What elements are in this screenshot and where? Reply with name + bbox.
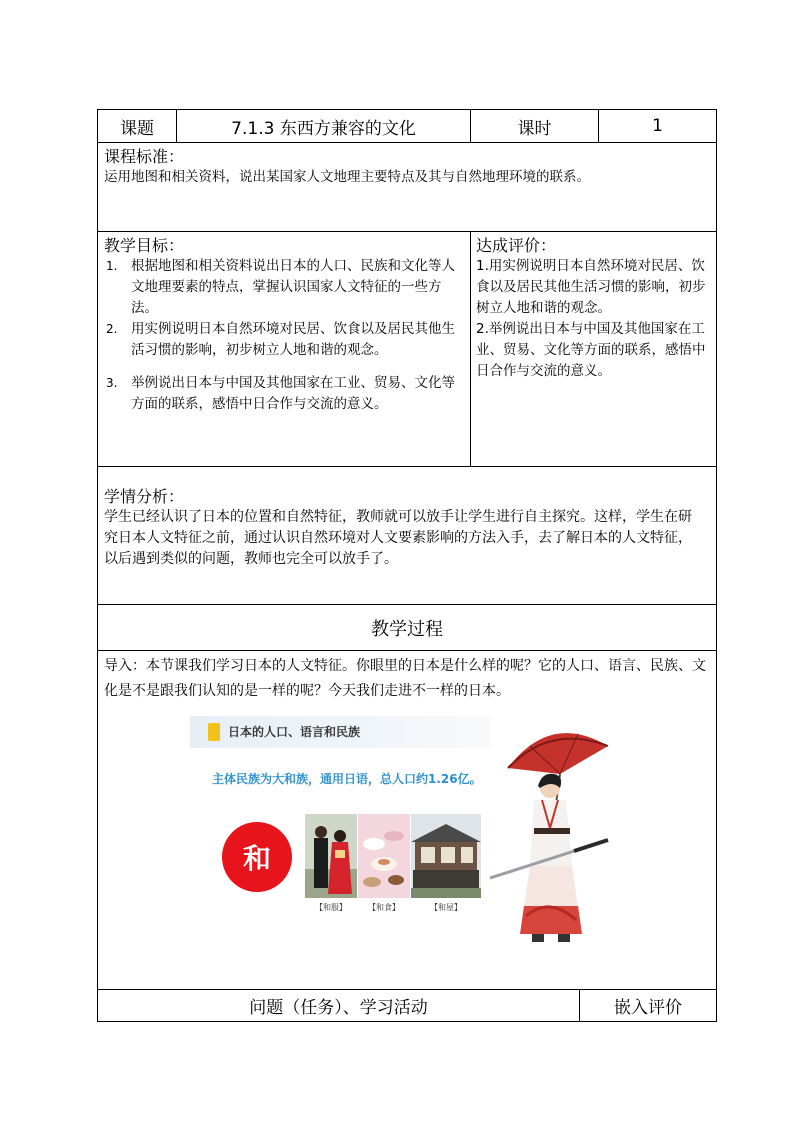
goals-title: 教学目标：	[104, 236, 185, 255]
period-label: 课时	[517, 118, 552, 139]
slide-subtitle: 主体民族为大和族，通用日语，总人口约1.26亿。	[212, 772, 482, 786]
caption-washoku: 【和食】	[368, 903, 400, 912]
embedded-eval-label: 嵌入评价	[614, 998, 682, 1018]
analysis-section	[104, 487, 704, 570]
samurai-illustration	[490, 716, 620, 952]
evaluation-section	[476, 236, 712, 382]
slide-heading: 日本的人口、语言和民族	[228, 725, 361, 739]
evaluation-title: 达成评价：	[476, 236, 557, 255]
goals-section	[104, 236, 468, 415]
evaluation-item: 1.用实例说明日本自然环境对民居、饮食以及居民其他生活习惯的影响，初步树立人地和谐的观念。	[476, 258, 706, 316]
evaluation-item: 2.举例说出日本与中国及其他国家在工业、贸易、文化等方面的联系，感悟中日合作与交流的意义。	[476, 321, 706, 379]
goal-item: 2. 用实例说明日本自然环境对民居、饮食以及居民其他生活习惯的影响，初步树立人地和谐的观念。	[106, 321, 455, 358]
slide-image	[190, 712, 620, 952]
caption-washitsu: 【和屋】	[430, 903, 462, 912]
activity-label: 问题（任务）、学习活动	[249, 998, 428, 1018]
curriculum-title: 课程标准：	[104, 147, 185, 166]
analysis-title: 学情分析：	[104, 487, 185, 506]
washoku-photo	[358, 814, 410, 898]
goal-item: 1. 根据地图和相关资料说出日本的人口、民族和文化等人文地理要素的特点，掌握认识国家人文特征的一些方法。	[106, 258, 455, 316]
curriculum-text: 运用地图和相关资料，说出某国家人文地理主要特点及其与自然地理环境的联系。	[104, 169, 590, 185]
goals-list	[104, 256, 468, 415]
topic-value: 7.1.3 东西方兼容的文化	[231, 118, 416, 139]
process-title: 教学过程	[371, 618, 443, 640]
period-value: 1	[652, 116, 663, 136]
topic-label: 课题	[120, 118, 154, 139]
washitsu-photo	[411, 814, 481, 898]
wa-badge: 和	[222, 822, 292, 892]
process-intro: 导入：本节课我们学习日本的人文特征。你眼里的日本是什么样的呢？它的人口、语言、民族、文化是不是跟我们认知的是一样的呢？今天我们走进不一样的日本。	[104, 658, 706, 699]
kimono-photo	[305, 814, 357, 898]
goal-item: 3. 举例说出日本与中国及其他国家在工业、贸易、文化等方面的联系，感悟中日合作与交流的意义。	[106, 375, 455, 412]
analysis-text: 学生已经认识了日本的位置和自然特征，教师就可以放手让学生进行自主探究。这样，学生在研究日本人文特征之前，通过认识自然环境对人文要素影响的方法入手，去了解日本的人文特征，以后遇到类似的问题，教师也完全可以放手了。	[104, 509, 692, 567]
curriculum-section	[104, 147, 710, 188]
caption-kimono: 【和服】	[315, 903, 347, 912]
book-icon	[208, 723, 220, 741]
